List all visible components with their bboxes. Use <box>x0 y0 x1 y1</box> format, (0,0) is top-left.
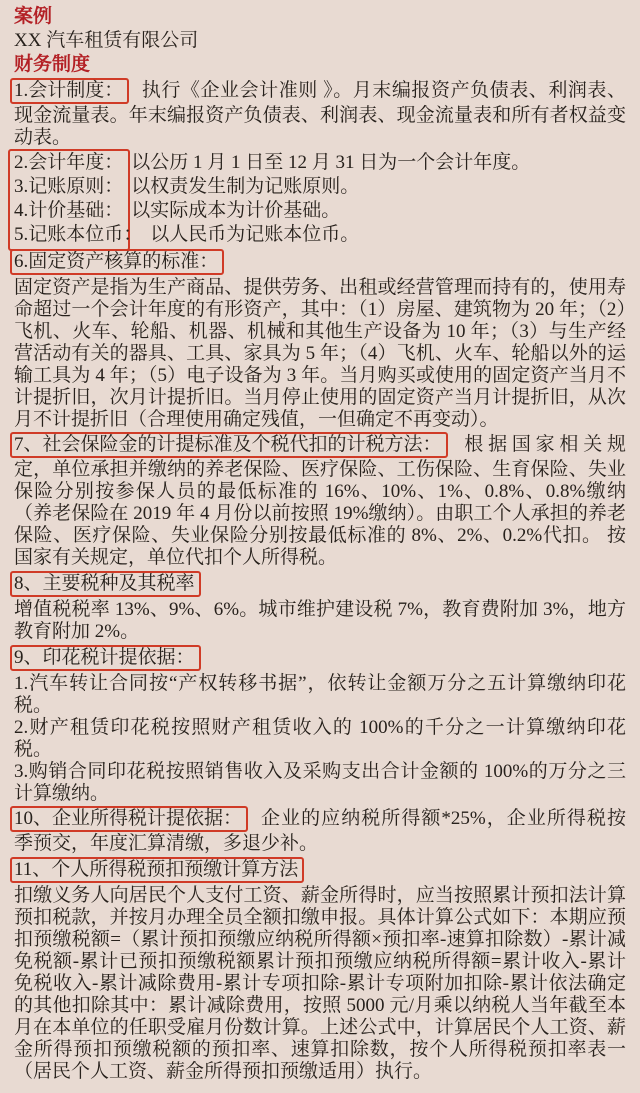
item-6-body: 固定资产是指为生产商品、提供劳务、出租或经营管理而持有的，使用寿命超过一个会计年度的有形资产，其中：（1）房屋、建筑物为 20 年；（2）飞机、火车、轮船、机器、机械和其他生产设备为 10 年；（3）与生产经营活动有关的器具、工具、家具为 5 年；（4）飞机、火车、轮船以外的运输工具为 4 年；（5）电子设备为 3 年。当月购买或使用的固定资产当月不计提折旧，次月计提折旧。当月停止使用的固定资产当月计提折旧，从次月不计提折旧（合理使用确定残值，一但确定不再变动）。 <box>14 277 626 430</box>
item-11-title-red-box: 11、个人所得税预扣预缴计算方法 <box>10 857 304 883</box>
item-2-body: 以公历 1 月 1 日至 12 月 31 日为一个会计年度。 <box>131 152 531 173</box>
item-1-label-red-box: 1.会计制度： <box>10 78 129 104</box>
item-11-body: 扣缴义务人向居民个人支付工资、薪金所得时，应当按照累计预扣法计算预扣税款，并按月办理全员全额扣缴申报。具体计算公式如下：本期应预扣预缴税额=（累计预扣预缴应纳税所得额×预扣率-速算扣除数）-累计减免税额-累计已预扣预缴税额累计预扣预缴应纳税所得额=累计收入-累计免税收入-累计减除费用-累计专项扣除-累计专项附加扣除-累计依法确定的其他扣除其中：累计减除费用，按照 5000 元/月乘以纳税人当年截至本月在本单位的任职受雇月份数计算。上述公式中，计算居民个人工资、薪金所得预扣预缴税额的预扣率、速算扣除数，按个人所得税预扣率表一（居民个人工资、薪金所得预扣预缴适用）执行。 <box>14 885 626 1082</box>
item-11-title-row <box>14 856 626 884</box>
item-8-body: 增值税税率 13%、9%、6%。城市维护建设税 7%，教育费附加 3%，地方教育附加 2%。 <box>14 599 626 642</box>
item-2-fiscal-year <box>14 151 626 175</box>
item-3-bookkeeping-principle <box>14 175 626 199</box>
item-7-label-red-box: 7、社会保险金的计提标准及个税代扣的计税方法： <box>10 432 448 458</box>
item-3-label: 3.记账原则： <box>14 176 124 197</box>
item-1-body: 执行《企业会计准则 》。月末编报资产负债表、利润表、现金流量表。年末编报资产负债表、利润表、现金流量表和所有者权益变动表。 <box>14 80 626 148</box>
item-5-body: 以人民币为记账本位币。 <box>150 224 360 245</box>
item-10-label-red-box: 10、企业所得税计提依据： <box>10 806 248 832</box>
case-label: 案例 <box>14 6 53 27</box>
items-2-5-group <box>14 151 626 247</box>
item-7-body: 根据国家相关规定，单位承担并缴纳的养老保险、医疗保险、工伤保险、生育保险、失业保险分别按参保人员的最低标准的 16%、10%、1%、0.8%、0.8%缴纳（养老保险在 2019 年 4 月份以前按照 19%缴纳）。由职工个人承担的养老保险、医疗保险、失业保险分别按最低标准的 8%、2%、0.2%代扣。 按国家有关规定，单位代扣个人所得税。 <box>14 434 626 568</box>
item-6-title-row <box>14 248 626 276</box>
company-name: XX 汽车租赁有限公司 <box>14 30 199 51</box>
item-9-title-red-box: 9、印花税计提依据： <box>10 645 201 671</box>
item-7-social-insurance <box>14 431 626 569</box>
item-6-title-red-box: 6.固定资产核算的标准： <box>10 249 224 275</box>
item-3-body: 以权责发生制为记账原则。 <box>131 176 360 197</box>
item-8-title-row <box>14 570 626 598</box>
section-title: 财务制度 <box>14 54 91 75</box>
item-10-corporate-income-tax <box>14 805 626 855</box>
item-9-title-row <box>14 644 626 672</box>
item-2-label: 2.会计年度： <box>14 152 124 173</box>
item-5-base-currency <box>14 223 626 247</box>
item-5-label: 5.记账本位币： <box>14 224 143 245</box>
item-9-line-1: 1.汽车转让合同按“产权转移书据”，依转让金额万分之五计算缴纳印花税。 <box>14 673 626 716</box>
item-4-body: 以实际成本为计价基础。 <box>131 200 341 221</box>
item-9-line-3: 3.购销合同印花税按照销售收入及采购支出合计金额的 100%的万分之三计算缴纳。 <box>14 761 626 804</box>
item-10-body: 企业的应纳税所得额*25%，企业所得税按季预交，年度汇算清缴，多退少补。 <box>14 808 626 854</box>
item-4-valuation-basis <box>14 199 626 223</box>
item-1-accounting-system <box>14 77 626 149</box>
item-8-title-red-box: 8、主要税种及其税率 <box>10 571 201 597</box>
item-4-label: 4.计价基础： <box>14 200 124 221</box>
item-9-line-2: 2.财产租赁印花税按照财产租赁收入的 100%的千分之一计算缴纳印花税。 <box>14 717 626 760</box>
